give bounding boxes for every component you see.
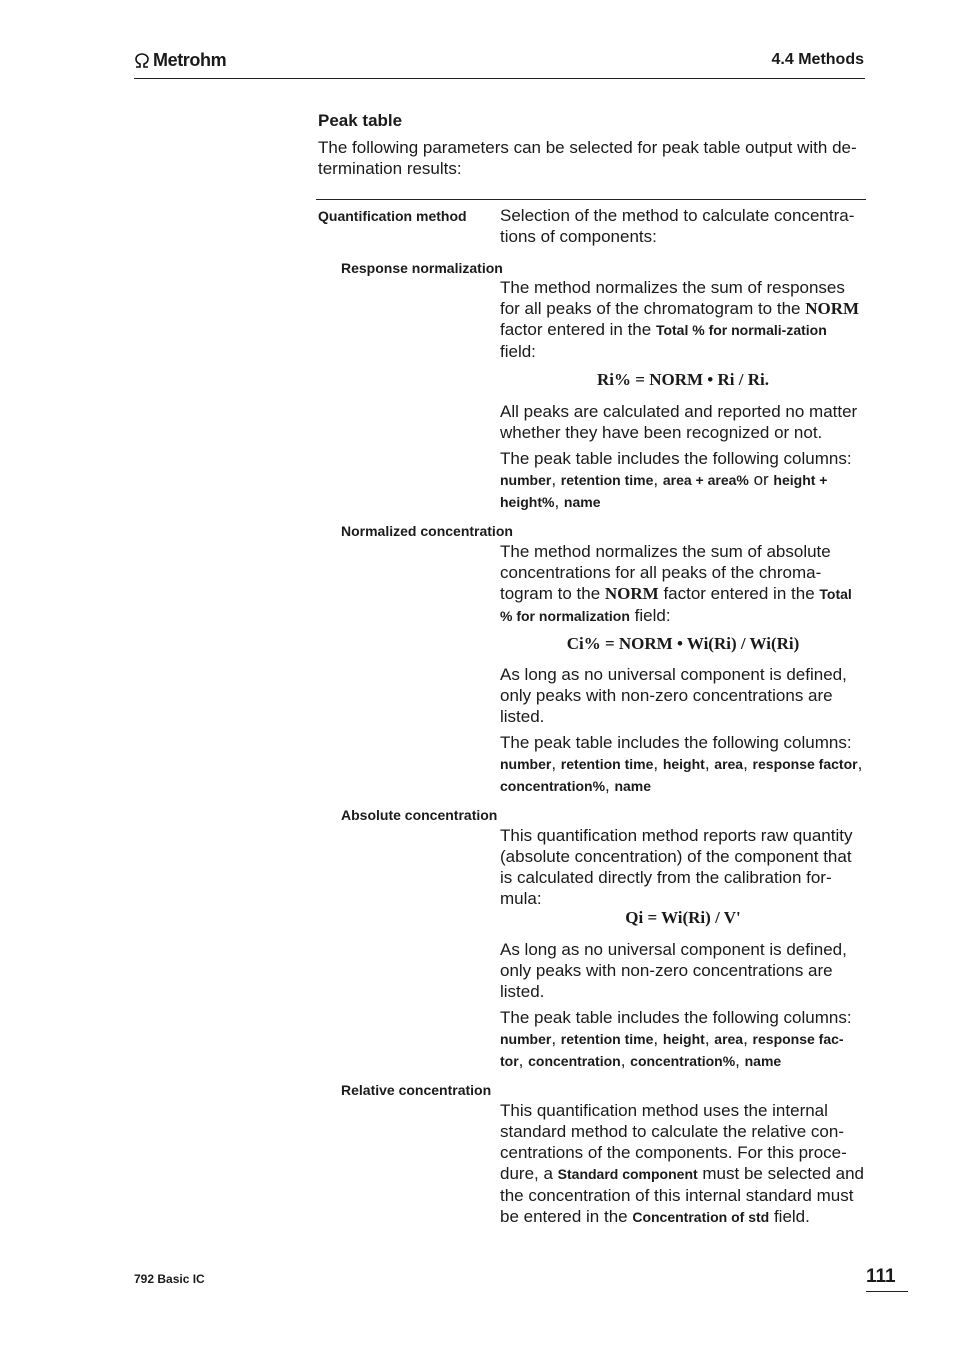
logo-text: Metrohm: [153, 50, 227, 70]
quantification-method-label: Quantification method: [318, 208, 467, 224]
absolute-concentration-formula: Qi = Wi(Ri) / V': [625, 908, 741, 927]
page-number-rule: [866, 1291, 908, 1292]
response-normalization-text: The method normalizes the sum of responses for all peaks of the chromatogram to the NORM factor entered in the Total % for normali-zation field:: [500, 278, 860, 361]
relative-concentration-text: This quantification method uses the internal standard method to calculate the relative con-centrations of the components. For this proce-dure, a Standard component must be selected and the concentration of this internal standard must be entered in the Concentration of std field.: [500, 1101, 864, 1226]
response-normalization-label: Response normalization: [341, 260, 503, 276]
header-rule: [134, 78, 865, 79]
page-number: 111: [866, 1266, 896, 1287]
relative-concentration-label: Relative concentration: [341, 1082, 492, 1098]
intro-text: The following parameters can be selected for peak table output with de-termination results:: [318, 138, 857, 178]
normalized-concentration-details: As long as no universal component is defined, only peaks with non-zero concentrations are listed. The peak table includes the following columns: number, retention time, height, area, response factor, concentration%, name: [500, 665, 863, 795]
quantification-method-text: Selection of the method to calculate concentra-tions of components:: [500, 206, 855, 246]
response-normalization-details: All peaks are calculated and reported no matter whether they have been recognized or not. The peak table includes the following columns: number, retention time, area + area% or height + height%, name: [500, 402, 858, 511]
table-rule: [316, 199, 866, 200]
section-header: 4.4 Methods: [771, 51, 864, 68]
omega-icon: [134, 53, 150, 69]
product-name: 792 Basic IC: [134, 1272, 205, 1286]
absolute-concentration-label: Absolute concentration: [341, 807, 498, 823]
absolute-concentration-text: This quantification method reports raw quantity (absolute concentration) of the component that is calculated directly from the calibration for-mula:: [500, 826, 853, 908]
normalized-concentration-text: The method normalizes the sum of absolute concentrations for all peaks of the chroma-togram to the NORM factor entered in the Total % for normalization field:: [500, 542, 852, 625]
peak-table-heading: Peak table: [318, 111, 403, 130]
normalized-concentration-formula: Ci% = NORM • Wi(Ri) / Wi(Ri): [566, 634, 800, 653]
normalized-concentration-label: Normalized concentration: [341, 523, 513, 539]
response-normalization-formula: Ri% = NORM • Ri / Ri.: [597, 370, 769, 389]
absolute-concentration-details: As long as no universal component is defined, only peaks with non-zero concentrations are listed. The peak table includes the following columns: number, retention time, height, area, response fac-tor, concentration, concentration%, name: [500, 940, 852, 1070]
metrohm-logo: [134, 50, 226, 71]
